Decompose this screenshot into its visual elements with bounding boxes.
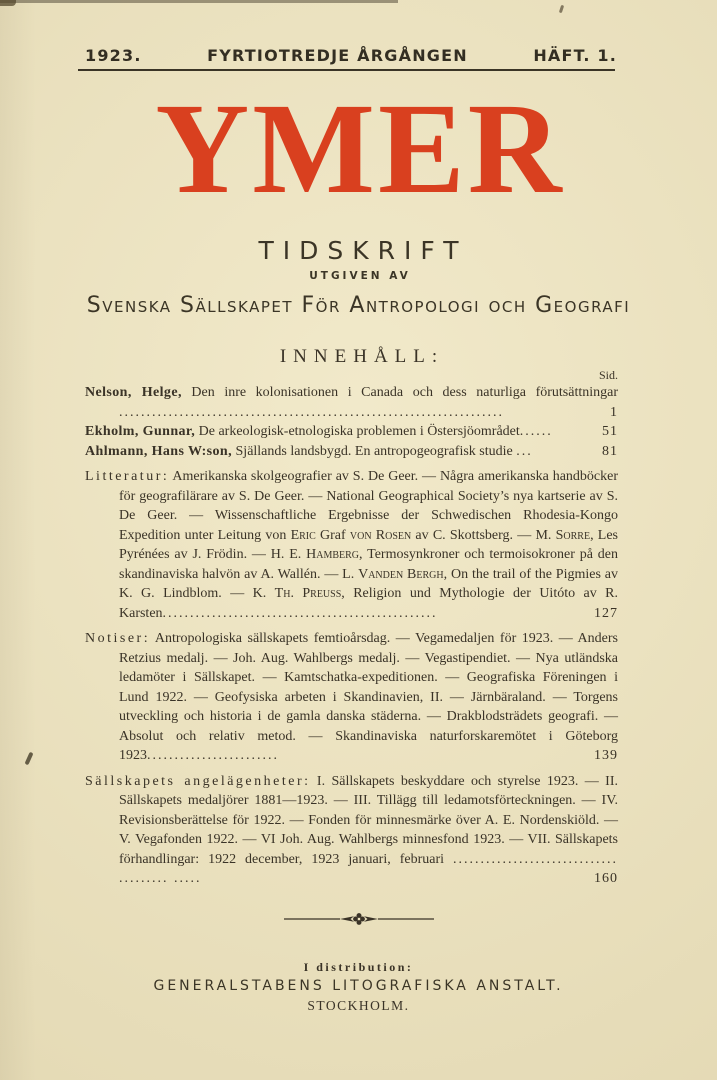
entry-lead: Ahlmann, Hans W:son, bbox=[85, 443, 233, 459]
entry-text: Antropologiska sällskapets femtioårsdag. — Vegamedaljen för 1923. — Anders Retzius medalj. — Joh. Aug. Wahlbergs medalj. — Vegastipendiet. — Nya utländska ledamöter i Sällskapet. — Kamtschatka-expeditionen. — Geografiska Föreningen i Lund 1922. — Geofysiska arbeten i Skandinavien, II. — Järnbäraland. — Torgens utveckling och historia i de gamla danska städerna. — Drakblodsträdets geografi. — Absolut och relativ metod. — Skandinaviska naturforskaremötet i Göteborg 1923 bbox=[119, 631, 618, 763]
published-by-line: UTGIVEN AV bbox=[309, 270, 411, 282]
toc-entry bbox=[85, 442, 618, 462]
masthead-rule bbox=[78, 69, 615, 71]
toc-entry bbox=[85, 422, 618, 442]
page-column-label: Sid. bbox=[598, 368, 618, 382]
entry-name-smallcaps: von Rosen bbox=[349, 527, 412, 543]
leader-dots: .............................. ......... ..... bbox=[119, 851, 618, 886]
entry-name-smallcaps: Hamberg bbox=[306, 547, 360, 562]
entry-text: , On the trail of the Pigmies av K. G. Lindblom. — K. bbox=[119, 566, 618, 601]
contents-heading: INNEHÅLL: bbox=[279, 346, 445, 367]
entry-page-number: 81 bbox=[602, 443, 618, 459]
printer-city: STOCKHOLM. bbox=[307, 998, 410, 1013]
scan-speck-artifact bbox=[559, 5, 564, 14]
entry-text: , Les Pyrénées av J. Frödin. — H. E. bbox=[119, 527, 618, 562]
toc-entry bbox=[85, 629, 618, 766]
leader-dots: .................................................. bbox=[162, 605, 438, 621]
entry-page-number: 51 bbox=[602, 424, 618, 439]
entry-name-smallcaps: Sorre bbox=[555, 527, 591, 543]
toc-entries bbox=[85, 383, 618, 889]
masthead-edition: FYRTIOTREDJE ÅRGÅNGEN bbox=[207, 46, 468, 65]
entry-text: Själlands landsbygd. En antropogeografisk studie bbox=[232, 443, 517, 459]
entry-text: Den inre kolonisationen i Canada och dess naturliga förutsättningar bbox=[181, 385, 618, 400]
scan-corner-artifact bbox=[0, 0, 16, 6]
entry-name-smallcaps: Th. Preuss bbox=[274, 586, 342, 601]
distribution-label: I distribution: bbox=[303, 960, 414, 974]
entry-lead: Nelson, Helge, bbox=[85, 385, 182, 400]
toc-entry bbox=[85, 772, 618, 889]
printer-name: GENERALSTABENS LITOGRAFISKA ANSTALT. bbox=[153, 978, 564, 994]
leader-dots: ... bbox=[516, 443, 533, 459]
toc-entry bbox=[85, 467, 618, 623]
masthead-year: 1923. bbox=[85, 46, 142, 65]
entry-text: , Religion und Mythologie der Uitóto av R. Karsten bbox=[119, 586, 618, 621]
journal-title: YMER bbox=[155, 77, 565, 221]
masthead-issue: HÄFT. 1. bbox=[533, 46, 617, 65]
entry-page-number: 1 bbox=[610, 404, 618, 420]
leader-dots: ...... bbox=[519, 424, 553, 439]
rosette-divider-icon bbox=[0, 912, 717, 931]
entry-page-number: 127 bbox=[594, 605, 618, 621]
entry-lead: Litteratur: bbox=[85, 469, 170, 484]
entry-page-number: 160 bbox=[594, 871, 618, 886]
entry-text: De arkeologisk-etnologiska problemen i Östersjöområdet bbox=[195, 424, 520, 439]
toc-entry bbox=[85, 383, 618, 422]
society-name: Svenska Sällskapet För Antropologi och Geografi bbox=[86, 293, 631, 318]
entry-text: Graf bbox=[315, 527, 350, 543]
entry-page-number: 139 bbox=[594, 748, 618, 763]
leader-dots: ...................................................................... bbox=[119, 404, 504, 420]
margin-pen-tick-artifact bbox=[25, 752, 34, 766]
entry-lead: Ekholm, Gunnar, bbox=[85, 424, 196, 439]
entry-lead: Notiser: bbox=[85, 631, 151, 646]
entry-text: I. Sällskapets beskyddare och styrelse 1923. — II. Sällskapets medaljörer 1881—1923. — III. Tillägg till ledamotsförteckningen. — IV. Revisionsberättelse för 1922. — Fonden för minnesmärke över A. E. Nordenskiöld. — V. Vegafonden 1922. — VI Joh. Aug. Wahlbergs minnesfond 1923. — VII. Sällskapets förhandlingar: 1922 december, 1923 januari, februari bbox=[119, 773, 618, 867]
entry-name-smallcaps: Vanden Bergh bbox=[358, 566, 444, 582]
entry-lead: Sällskapets angelägenheter: bbox=[85, 773, 311, 789]
scan-edge-artifact bbox=[0, 0, 398, 3]
journal-subtitle: TIDSKRIFT bbox=[258, 236, 468, 265]
entry-text: Amerikanska skolgeografier av S. De Geer. — Några amerikanska handböcker för geografilärare av S. De Geer. — National Geographical Society’s nya kartserie av S. De Geer. — Wissenschaftliche Ergebnisse der Schwedischen Rhodesia-Kongo Expedition unter Leitung von bbox=[119, 469, 618, 543]
entry-text: av C. Skottsberg. — M. bbox=[411, 527, 556, 543]
entry-name-smallcaps: Eric bbox=[290, 527, 316, 543]
masthead bbox=[85, 46, 617, 65]
leader-dots: ........................ bbox=[147, 748, 279, 763]
entry-text: , Termosynkroner och termoisokroner på den skandinaviska halvön av A. Wallén. — L. bbox=[119, 547, 619, 582]
